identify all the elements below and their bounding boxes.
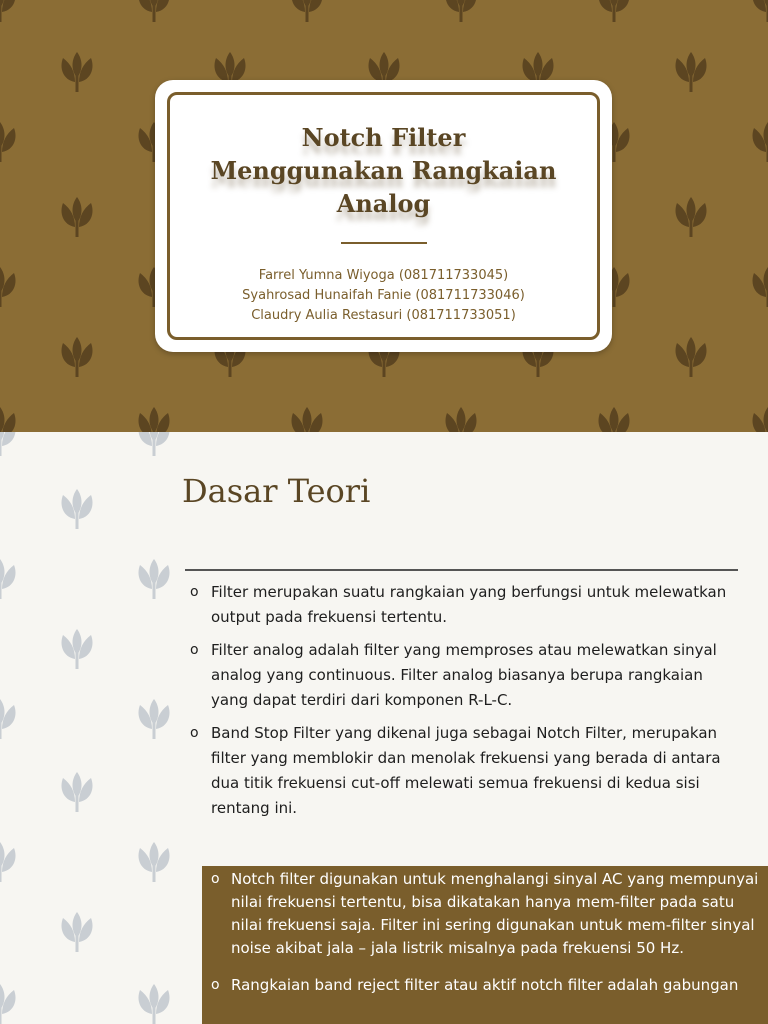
theory-bullet-list — [190, 580, 735, 829]
leaf-pattern-sidebar — [0, 432, 180, 1024]
bullet-marker: o — [211, 977, 220, 993]
bullet-marker: o — [190, 584, 199, 600]
bullet-text: Filter analog adalah filter yang memproses atau melewatkan sinyal analog yang continuous. Filter analog biasanya berupa rangkaian yang dapat terdiri dari komponen R-L-C. — [211, 641, 717, 709]
title-line-1: Notch Filter — [301, 123, 466, 152]
list-item — [211, 974, 759, 997]
bullet-marker: o — [211, 871, 220, 887]
bullet-text: Band Stop Filter yang dikenal juga sebagai Notch Filter, merupakan filter yang memblokir dan menolak frekuensi yang berada di antara dua titik frekuensi cut-off melewati semua frekuensi di kedua sisi rentang ini. — [211, 724, 721, 817]
presentation-title — [155, 121, 612, 220]
heading-divider — [185, 569, 738, 571]
author-3: Claudry Aulia Restasuri (081711733051) — [251, 308, 516, 323]
theory-slide — [0, 432, 768, 1024]
title-slide — [0, 0, 768, 432]
bullet-marker: o — [190, 642, 199, 658]
notch-filter-slide-box — [202, 866, 768, 1024]
author-2: Syahrosad Hunaifah Fanie (081711733046) — [242, 288, 525, 303]
list-item — [211, 868, 759, 960]
title-divider — [341, 242, 427, 244]
author-list — [155, 266, 612, 326]
list-item — [190, 580, 735, 630]
bullet-marker: o — [190, 725, 199, 741]
slide-heading: Dasar Teori — [182, 472, 371, 510]
bullet-text: Rangkaian band reject filter atau aktif notch filter adalah gabungan — [231, 976, 739, 994]
title-line-3: Analog — [336, 189, 431, 218]
title-line-2: Menggunakan Rangkaian — [210, 156, 557, 185]
list-item — [190, 638, 735, 713]
notch-bullet-list — [211, 868, 759, 1011]
author-1: Farrel Yumna Wiyoga (081711733045) — [258, 268, 509, 283]
bullet-text: Notch filter digunakan untuk menghalangi sinyal AC yang mempunyai nilai frekuensi tertentu, bisa dikatakan hanya mem-filter pada satu nilai frekuensi saja. Filter ini sering digunakan untuk mem-filter sinyal noise akibat jala – jala listrik misalnya pada frekuensi 50 Hz. — [231, 870, 759, 957]
list-item — [190, 721, 735, 821]
bullet-text: Filter merupakan suatu rangkaian yang berfungsi untuk melewatkan output pada frekuensi tertentu. — [211, 583, 727, 626]
